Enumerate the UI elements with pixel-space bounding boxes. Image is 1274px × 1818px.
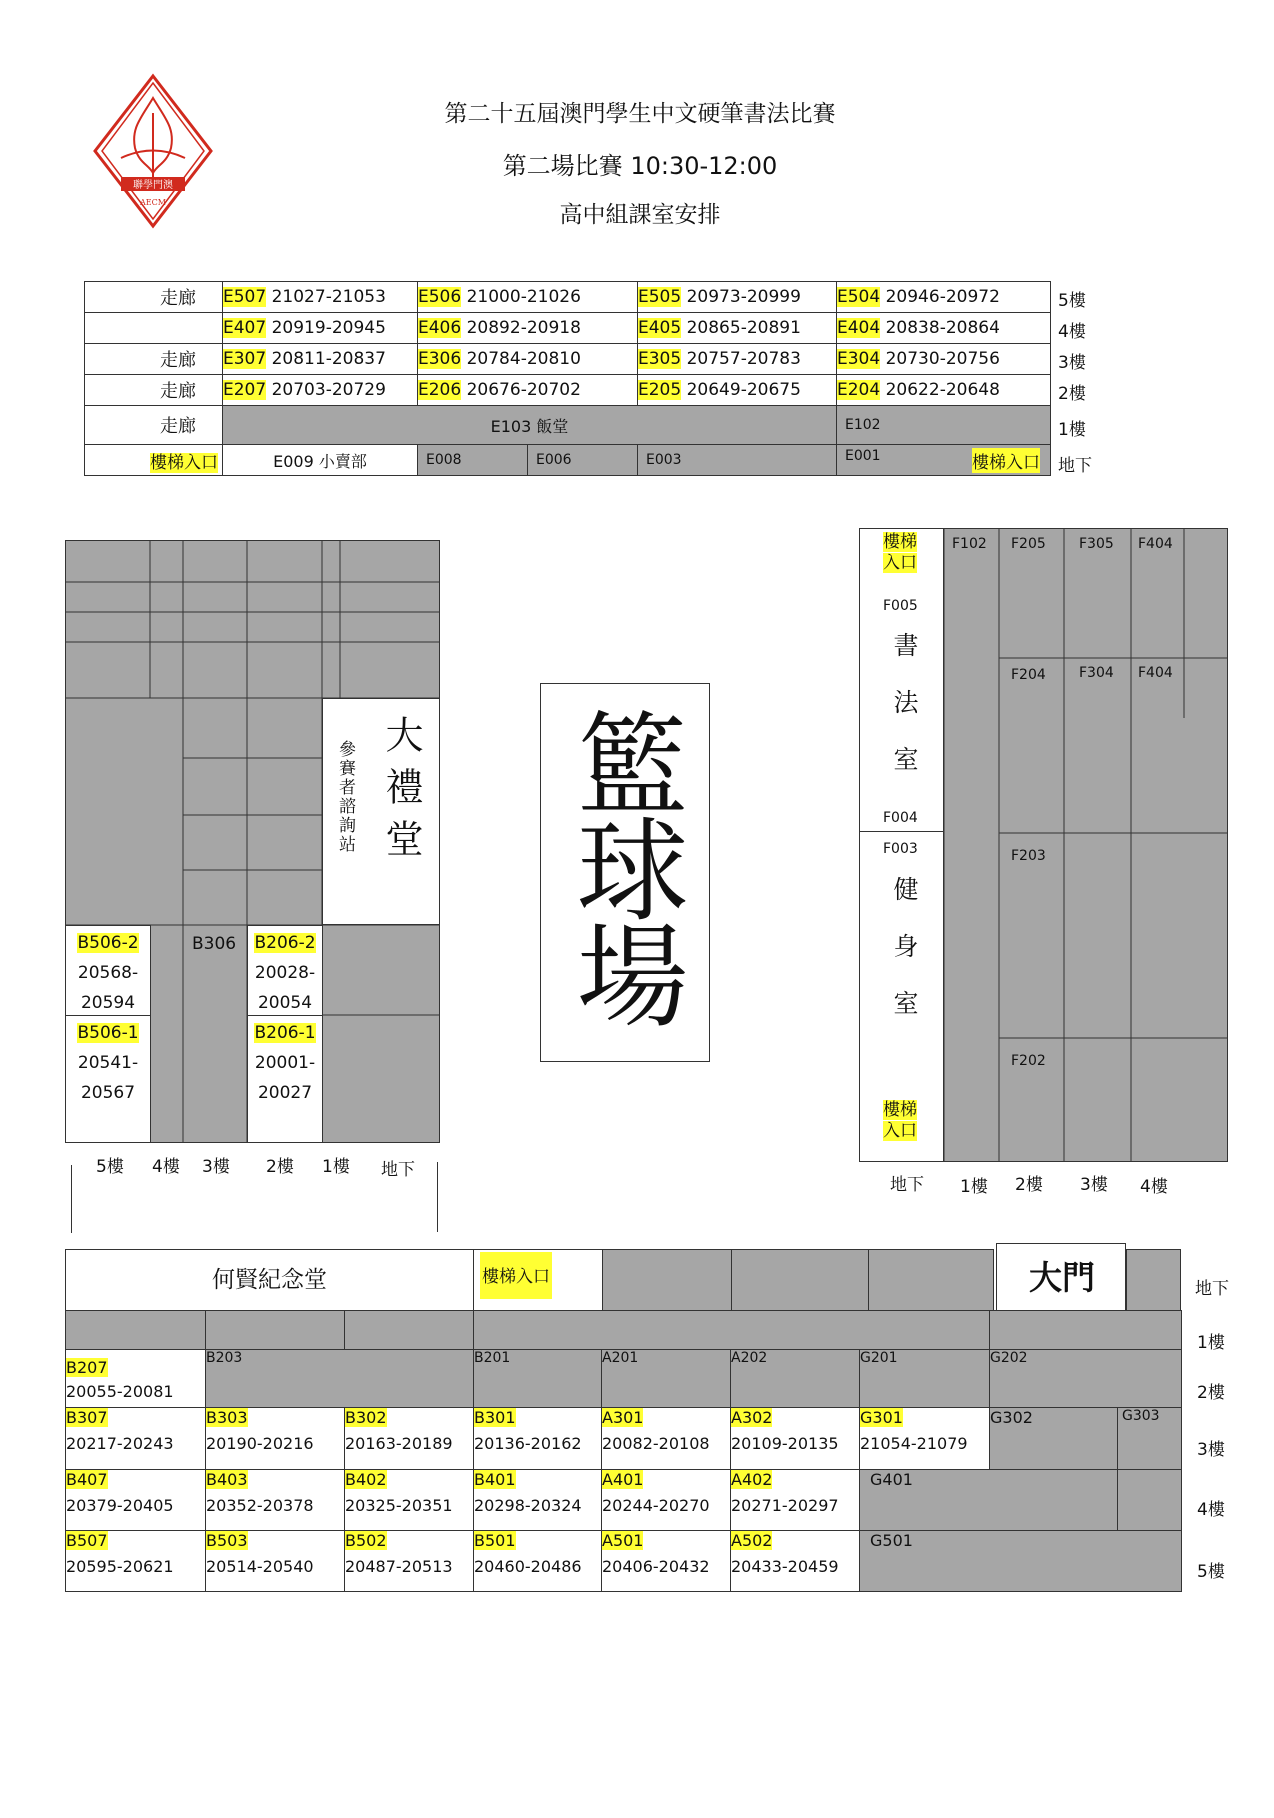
room-g202: G202 <box>990 1350 1182 1408</box>
room-a201: A201 <box>602 1350 731 1408</box>
floor-label: 3樓 <box>202 1157 230 1177</box>
room-cell: E505 20973-20999 <box>638 282 837 313</box>
room-cell: E304 20730-20756 <box>837 344 1051 375</box>
room-cell: A502 20433-20459 <box>731 1531 860 1592</box>
floor-label: 3樓 <box>1197 1440 1225 1460</box>
room-cell: A302 20109-20135 <box>731 1408 860 1470</box>
basketball-court <box>540 683 710 1062</box>
title-line-2: 第二場比賽 10:30-12:00 <box>502 152 778 180</box>
gym-label: 健身室 <box>890 876 919 1047</box>
floor-label: 5樓 <box>1197 1562 1225 1582</box>
room-e006: E006 <box>528 445 638 476</box>
room-e103: E103 飯堂 <box>223 406 837 445</box>
room-f005: F005 <box>883 598 918 614</box>
room-e001: E001 樓梯入口 <box>837 445 1051 476</box>
floor-label: 4樓 <box>152 1157 180 1177</box>
room-b506-1: B506-1 20541- 20567 <box>65 1015 151 1143</box>
floor-label: 地下 <box>1195 1279 1229 1299</box>
room-cell: E307 20811-20837 <box>223 344 418 375</box>
room-b506-2: B506-2 20568- 20594 <box>65 925 151 1016</box>
room-cell: A301 20082-20108 <box>602 1408 731 1470</box>
room-g302: G302 <box>990 1408 1118 1470</box>
info-desk-label: 參賽者諮詢站 <box>335 740 355 854</box>
room-cell: E205 20649-20675 <box>638 375 837 406</box>
room-f202: F202 <box>1011 1053 1046 1069</box>
floor-label: 1樓 <box>1058 420 1086 440</box>
logo-top-text: 聯學門澳 <box>133 180 173 191</box>
room-cell: B501 20460-20486 <box>474 1531 602 1592</box>
room-f305: F305 <box>1079 536 1114 552</box>
floor-label: 4樓 <box>1140 1177 1168 1197</box>
room-f003: F003 <box>883 841 918 857</box>
room-e008: E008 <box>418 445 528 476</box>
room-f203: F203 <box>1011 848 1046 864</box>
logo-bottom-text: AECM <box>140 198 166 207</box>
room-b201: B201 <box>474 1350 602 1408</box>
room-e003: E003 <box>638 445 837 476</box>
room-cell: E306 20784-20810 <box>418 344 638 375</box>
stair-entrance: 樓梯入口 <box>150 452 218 473</box>
floor-label: 1樓 <box>1197 1333 1225 1353</box>
room-cell: A401 20244-20270 <box>602 1470 731 1531</box>
e-block-table <box>84 281 1051 476</box>
room-b306: B306 <box>192 934 237 954</box>
room-cell: E207 20703-20729 <box>223 375 418 406</box>
room-cell: B507 20595-20621 <box>66 1531 206 1592</box>
floor-label: 1樓 <box>322 1157 350 1177</box>
room-cell: E504 20946-20972 <box>837 282 1051 313</box>
room-cell: B302 20163-20189 <box>345 1408 474 1470</box>
room-cell: E405 20865-20891 <box>638 313 837 344</box>
room-cell: B401 20298-20324 <box>474 1470 602 1531</box>
room-cell: B503 20514-20540 <box>206 1531 345 1592</box>
room-cell: G301 21054-21079 <box>860 1408 990 1470</box>
corridor: 走廊 <box>85 282 223 313</box>
room-f304: F304 <box>1079 665 1114 681</box>
room-a202: A202 <box>731 1350 860 1408</box>
room-cell: A402 20271-20297 <box>731 1470 860 1531</box>
floor-label: 2樓 <box>1197 1383 1225 1403</box>
room-g303: G303 <box>1118 1408 1182 1470</box>
floor-label: 5樓 <box>96 1157 124 1177</box>
room-cell: B307 20217-20243 <box>66 1408 206 1470</box>
room-cell: B403 20352-20378 <box>206 1470 345 1531</box>
room-e102: E102 <box>837 406 1051 445</box>
main-gate: 大門 <box>996 1243 1126 1311</box>
calligraphy-label: 書法室 <box>890 632 919 803</box>
floor-label: 3樓 <box>1058 353 1086 373</box>
room-f205: F205 <box>1011 536 1046 552</box>
hall-label: 大禮堂 <box>379 715 423 871</box>
gray-block <box>602 1249 994 1311</box>
room-cell: B301 20136-20162 <box>474 1408 602 1470</box>
bottom-rooms-table: B207 20055-20081 B203 B201 A201 A202 G201 G202 B307 20217-20243 B303 20190-20216 B302 20163-20189 B301 20136-20162 A301 20082-20108 A302 20109-20135 G301 21054-21079 G302 G303 B407 20379-20405 B403 20352-20378 B402 20325-20351 B401 20298-20324 A401 20244-20270 A402 20271-20297 G401 B507 20595-20621 B503 20514-20540 B502 20487-20513 B501 20460-20486 A501 20406-20432 A502 20433-20459 G501 <box>65 1310 1182 1592</box>
room-f404: F404 <box>1138 665 1173 681</box>
room-cell: E206 20676-20702 <box>418 375 638 406</box>
floor-label: 1樓 <box>960 1177 988 1197</box>
stair-entrance: 樓梯入口 <box>883 1100 917 1141</box>
floor-label: 2樓 <box>1015 1175 1043 1195</box>
floor-label: 5樓 <box>1058 291 1086 311</box>
corridor: 走廊 <box>85 375 223 406</box>
room-cell: E506 21000-21026 <box>418 282 638 313</box>
aecm-logo <box>91 73 216 233</box>
room-b207: B207 <box>66 1358 108 1377</box>
ho-hin-hall: 何賢紀念堂 <box>65 1249 474 1311</box>
room-cell: B502 20487-20513 <box>345 1531 474 1592</box>
corridor: 走廊 <box>85 406 223 445</box>
title-line-1: 第二十五屆澳門學生中文硬筆書法比賽 <box>444 101 836 127</box>
title-line-3: 高中組課室安排 <box>559 202 721 228</box>
room-g201: G201 <box>860 1350 990 1408</box>
floor-label: 4樓 <box>1197 1500 1225 1520</box>
room-f102: F102 <box>952 536 987 552</box>
room-g501: G501 <box>860 1531 1182 1592</box>
room-cell: E507 21027-21053 <box>223 282 418 313</box>
room-cell: E404 20838-20864 <box>837 313 1051 344</box>
stair-entrance: 樓梯入口 <box>883 532 917 573</box>
room-cell: B402 20325-20351 <box>345 1470 474 1531</box>
floor-label: 2樓 <box>1058 384 1086 404</box>
room-e009: E009 小賣部 <box>223 445 418 476</box>
room-cell: A501 20406-20432 <box>602 1531 731 1592</box>
room-cell: E204 20622-20648 <box>837 375 1051 406</box>
room-f004: F004 <box>883 810 918 826</box>
room-f404: F404 <box>1138 536 1173 552</box>
room-cell: B303 20190-20216 <box>206 1408 345 1470</box>
floor-label: 3樓 <box>1080 1175 1108 1195</box>
room-b203: B203 <box>206 1350 474 1408</box>
room-cell: E407 20919-20945 <box>223 313 418 344</box>
floor-label: 2樓 <box>266 1157 294 1177</box>
floor-label: 4樓 <box>1058 322 1086 342</box>
room-cell: E406 20892-20918 <box>418 313 638 344</box>
room-f204: F204 <box>1011 667 1046 683</box>
room-b206-2: B206-2 20028- 20054 <box>247 925 323 1016</box>
floor-label: 地下 <box>1058 456 1092 476</box>
room-cell: E305 20757-20783 <box>638 344 837 375</box>
stair-area: 樓梯入口 <box>474 1249 602 1311</box>
room-g401: G401 <box>860 1470 1118 1531</box>
corridor: 走廊 <box>85 344 223 375</box>
floor-label: 地下 <box>381 1160 415 1180</box>
room-b206-1: B206-1 20001- 20027 <box>247 1015 323 1143</box>
floor-label: 地下 <box>890 1175 924 1195</box>
room-cell: B407 20379-20405 <box>66 1470 206 1531</box>
court-label: 籃球場 <box>558 706 688 1024</box>
